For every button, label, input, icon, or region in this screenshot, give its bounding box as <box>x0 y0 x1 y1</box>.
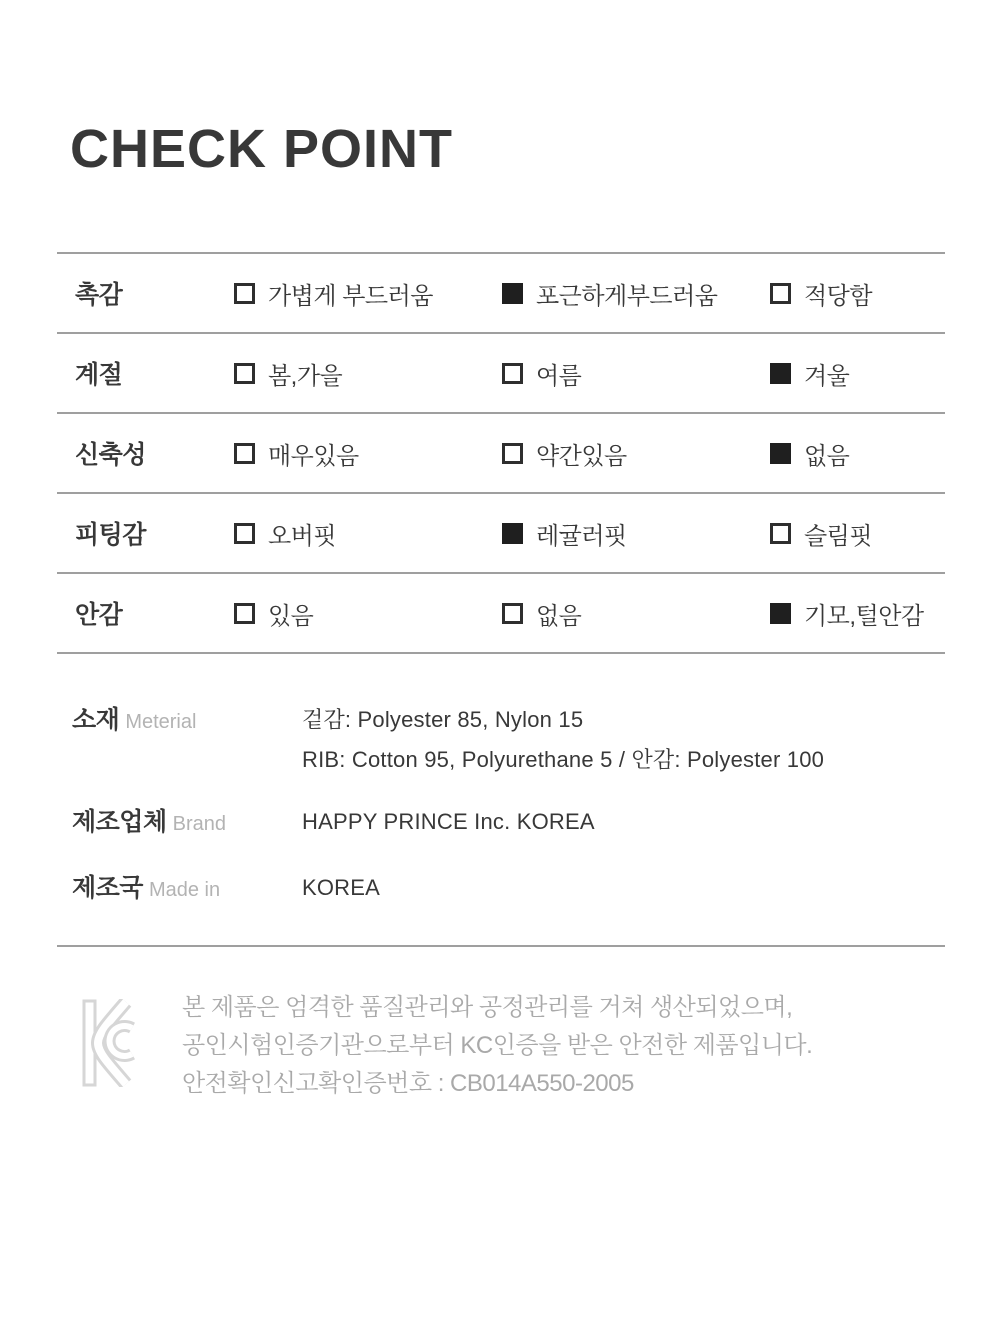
checkbox-icon <box>234 443 255 464</box>
certification-line: 공인시험인증기관으로부터 KC인증을 받은 안전한 제품입니다. <box>182 1032 813 1059</box>
material-line: RIB: Cotton 95, Polyurethane 5 / 안감: Polyester 100 <box>302 747 825 772</box>
detail-row-material <box>72 700 1000 780</box>
option <box>502 436 770 471</box>
option <box>770 276 945 311</box>
option <box>770 596 945 631</box>
option-label: 포근하게부드러움 <box>536 282 718 310</box>
detail-value <box>302 700 824 780</box>
table-row <box>57 494 945 574</box>
table-row <box>57 254 945 334</box>
option-label: 봄,가을 <box>268 362 343 390</box>
checkbox-checked-icon <box>502 523 523 544</box>
option-label: 겨울 <box>804 362 850 390</box>
option-label: 가볍게 부드러움 <box>268 282 433 310</box>
row-label: 촉감 <box>75 281 123 309</box>
section-divider <box>57 945 945 947</box>
page-title: CHECK POINT <box>70 119 454 179</box>
detail-value: KOREA <box>302 875 381 900</box>
checkbox-checked-icon <box>502 283 523 304</box>
checkbox-icon <box>502 363 523 384</box>
option-label: 있음 <box>268 602 314 630</box>
option <box>770 356 945 391</box>
option-label: 여름 <box>536 362 582 390</box>
option-label: 슬림핏 <box>804 522 873 550</box>
option <box>234 436 502 471</box>
checkbox-icon <box>234 283 255 304</box>
option-label: 없음 <box>536 602 582 630</box>
product-details <box>72 700 1000 912</box>
checkbox-icon <box>234 363 255 384</box>
checkbox-icon <box>234 603 255 624</box>
option <box>770 436 945 471</box>
option <box>502 276 770 311</box>
checkbox-icon <box>234 523 255 544</box>
detail-sublabel: Brand <box>172 813 226 835</box>
option <box>502 596 770 631</box>
option <box>234 596 502 631</box>
detail-row-brand <box>72 802 1000 846</box>
certification-line: 본 제품은 엄격한 품질관리와 공정관리를 거쳐 생산되었으며, <box>182 994 793 1021</box>
option <box>234 516 502 551</box>
detail-head <box>72 700 302 744</box>
option-label: 매우있음 <box>268 442 359 470</box>
certification-line: 안전확인신고확인증번호 : CB014A550-2005 <box>182 1070 634 1097</box>
option <box>502 356 770 391</box>
option-label: 기모,털안감 <box>804 602 924 630</box>
detail-sublabel: Meterial <box>125 711 197 733</box>
detail-head <box>72 802 302 846</box>
option-label: 적당함 <box>804 282 873 310</box>
table-row <box>57 334 945 414</box>
detail-value: HAPPY PRINCE Inc. KOREA <box>302 809 595 834</box>
checkbox-icon <box>502 443 523 464</box>
checkbox-icon <box>770 523 791 544</box>
option-label: 약간있음 <box>536 442 627 470</box>
option-label: 없음 <box>804 442 850 470</box>
detail-row-madein <box>72 868 1000 912</box>
detail-label: 제조국 <box>72 874 143 902</box>
table-row <box>57 414 945 494</box>
checkbox-checked-icon <box>770 443 791 464</box>
option <box>502 516 770 551</box>
option-label: 레귤러핏 <box>536 522 627 550</box>
row-label: 계절 <box>75 361 123 389</box>
kc-mark-icon <box>82 999 140 1087</box>
table-row <box>57 574 945 654</box>
checkbox-checked-icon <box>770 363 791 384</box>
detail-sublabel: Made in <box>148 879 221 901</box>
checkbox-checked-icon <box>770 603 791 624</box>
certification-text <box>182 989 812 1103</box>
checkbox-icon <box>770 283 791 304</box>
option-label: 오버핏 <box>268 522 337 550</box>
option <box>234 356 502 391</box>
detail-label: 소재 <box>72 706 120 734</box>
row-label: 안감 <box>75 601 123 629</box>
detail-head <box>72 868 302 912</box>
row-label: 피팅감 <box>75 521 146 549</box>
spec-table <box>57 252 945 654</box>
detail-label: 제조업체 <box>72 808 167 836</box>
option <box>770 516 945 551</box>
row-label: 신축성 <box>75 441 146 469</box>
checkbox-icon <box>502 603 523 624</box>
material-line: 겉감: Polyester 85, Nylon 15 <box>302 707 584 732</box>
option <box>234 276 502 311</box>
certification-section <box>0 989 1000 1103</box>
